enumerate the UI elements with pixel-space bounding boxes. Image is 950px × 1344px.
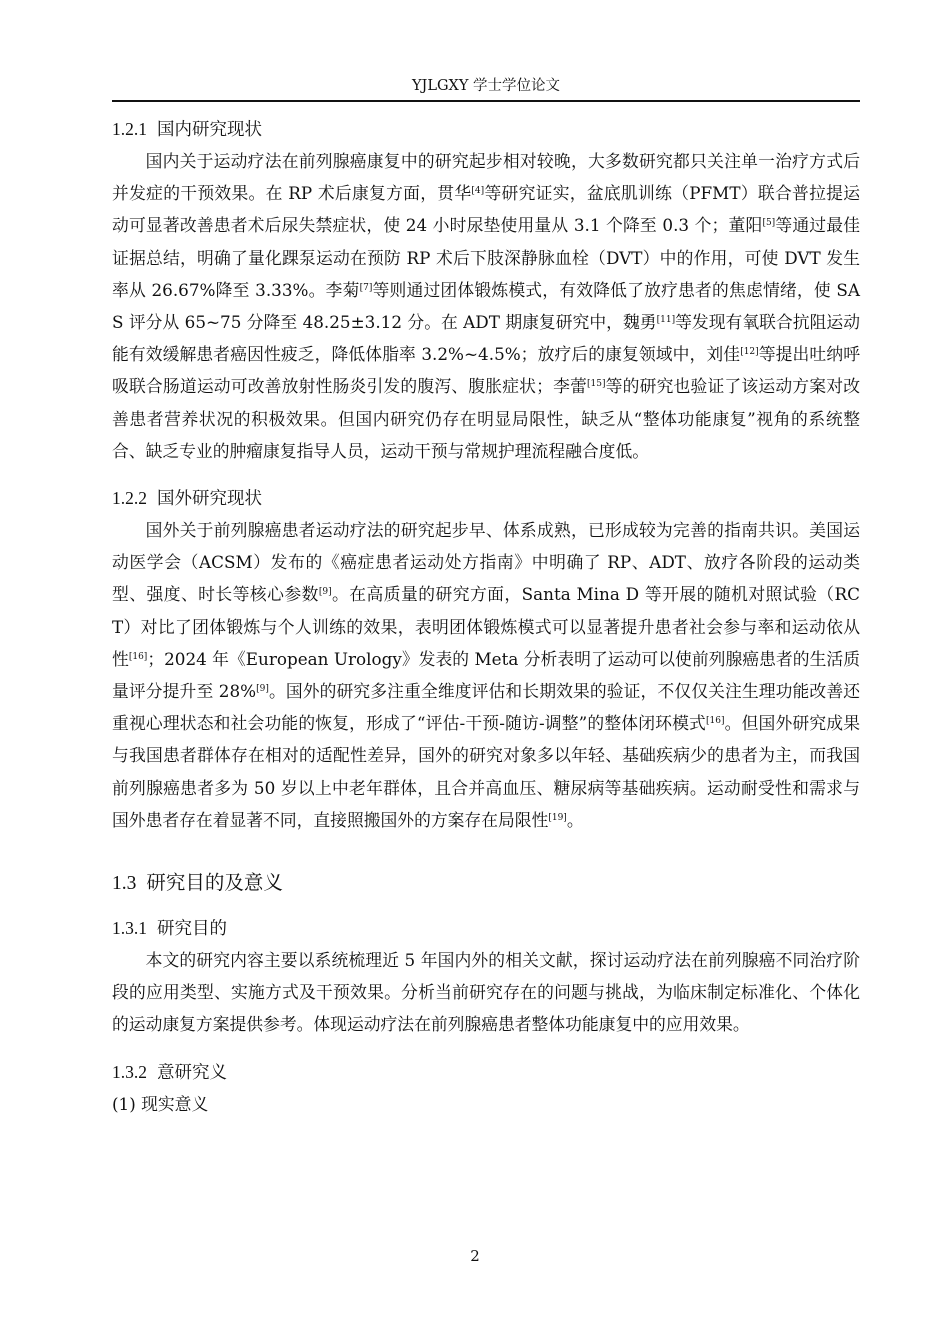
citation: [9] (318, 587, 332, 598)
heading-1-3-1 (112, 913, 860, 944)
text-run: 等提出吐纳呼吸联合肠道运动可改善放射性肠炎引发的腹泻、腹胀症状；李蕾 (112, 344, 860, 397)
section-number: 1.3 (112, 873, 137, 895)
section-number: 1.3.1 (112, 918, 147, 939)
running-header: YJLGXY 学士学位论文 (411, 78, 561, 94)
section-title: 国外研究现状 (157, 489, 262, 510)
page-number: 2 (470, 1247, 480, 1265)
section-number: 1.2.2 (112, 488, 147, 509)
text-run: 等则通过团体锻炼模式，有效降低了放疗患者的焦虑情绪，使 SAS 评分从 65~75 分降至 48.25±3.12 分。在 ADT 期康复研究中，魏勇 (112, 279, 861, 333)
heading-1-2-1 (112, 114, 860, 145)
section-title: 国内研究现状 (157, 120, 262, 140)
section-number: 1.2.1 (112, 119, 147, 139)
section-title: 研究目的及意义 (146, 871, 283, 895)
header-rule (112, 100, 860, 102)
citation: [19] (548, 812, 567, 823)
citation: [16] (128, 651, 148, 662)
text-run: ；2024 年《European Urology》发表的 Meta 分析表明了运动可以使前列腺癌患者的生活质量评分提升至 28% (112, 648, 860, 702)
citation: [12] (740, 347, 759, 358)
section-title: 研究目的 (157, 919, 227, 940)
heading-1-3 (112, 866, 860, 901)
text-run: 。国外的研究多注重全维度评估和长期效果的验证，不仅仅关注生理功能改善还重视心理状态和社会功能的恢复，形成了“评估-干预-随访-调整”的整体闭环模式 (112, 681, 860, 734)
text-run: 等研究证实，盆底肌训练（PFMT）联合普拉提运动可显著改善患者术后尿失禁症状，使 24 小时尿垫使用量从 3.1 个降至 0.3 个；董阳 (112, 183, 860, 236)
paragraph-domestic-research (112, 145, 860, 467)
paragraph-research-purpose: 本文的研究内容主要以系统梳理近 5 年国内外的相关文献，探讨运动疗法在前列腺癌不同治疗阶段的应用类型、实施方式及干预效果。分析当前研究存在的问题与挑战，为临床制定标准化、个体化的运动康复方案提供参考。体现运动疗法在前列腺癌患者整体功能康复中的应用效果。 (112, 950, 860, 1035)
section-number: 1.3.2 (112, 1061, 147, 1082)
text-run: 。在高质量的研究方面，Santa Mina D 等开展的随机对照试验（RCT）对比了团体锻炼与个人训练的效果，表明团体锻炼模式可以显著提升患者社会参与率和运动依从性 (112, 584, 860, 669)
citation: [15] (587, 379, 606, 390)
text-run: 。但国外研究成果与我国患者群体存在相对的适配性差异，国外的研究对象多以年轻、基础疾病少的患者为主，而我国前列腺癌患者多为 50 岁以上中老年群体，且合并高血压、糖尿病等基础疾病。运动耐受性和需求与国外患者存在着显著不同，直接照搬国外的方案存在局限性 (112, 713, 860, 830)
text-run: 国外关于前列腺癌患者运动疗法的研究起步早、体系成熟，已形成较为完善的指南共识。美国运动医学会（ACSM）发布的《癌症患者运动处方指南》中明确了 RP、ADT、放疗各阶段的运动类型、强度、时长等核心参数 (112, 520, 860, 605)
text-run: 。 (566, 809, 584, 830)
list-item-practical-significance: (1) 现实意义 (112, 1093, 209, 1114)
text-run: 等发现有氧联合抗阻运动能有效缓解患者癌因性疲乏，降低体脂率 3.2%~4.5%；放疗后的康复领域中，刘佳 (112, 312, 860, 365)
citation: [5] (762, 218, 776, 229)
citation: [11] (656, 315, 676, 326)
heading-1-2-2 (112, 483, 860, 514)
paragraph-foreign-research (112, 514, 860, 836)
citation: [16] (705, 716, 725, 727)
heading-1-3-2 (112, 1057, 860, 1088)
text-run: 国内关于运动疗法在前列腺癌康复中的研究起步相对较晚，大多数研究都只关注单一治疗方式后并发症的干预效果。在 RP 术后康复方面，贯华 (112, 151, 860, 204)
citation: [9] (256, 684, 269, 695)
citation: [4] (471, 186, 485, 197)
citation: [7] (359, 282, 373, 293)
section-title: 意研究义 (157, 1062, 227, 1083)
text-run: 等通过最佳证据总结，明确了量化踝泵运动在预防 RP 术后下肢深静脉血栓（DVT）中的作用，可使 DVT 发生率从 26.67%降至 3.33%。李菊 (112, 215, 860, 300)
text-run: 等的研究也验证了该运动方案对改善患者营养状况的积极效果。但国内研究仍存在明显局限性，缺乏从“整体功能康复”视角的系统整合、缺乏专业的肿瘤康复指导人员，运动干预与常规护理流程融合度低。 (112, 376, 860, 461)
page-content (112, 114, 860, 1120)
